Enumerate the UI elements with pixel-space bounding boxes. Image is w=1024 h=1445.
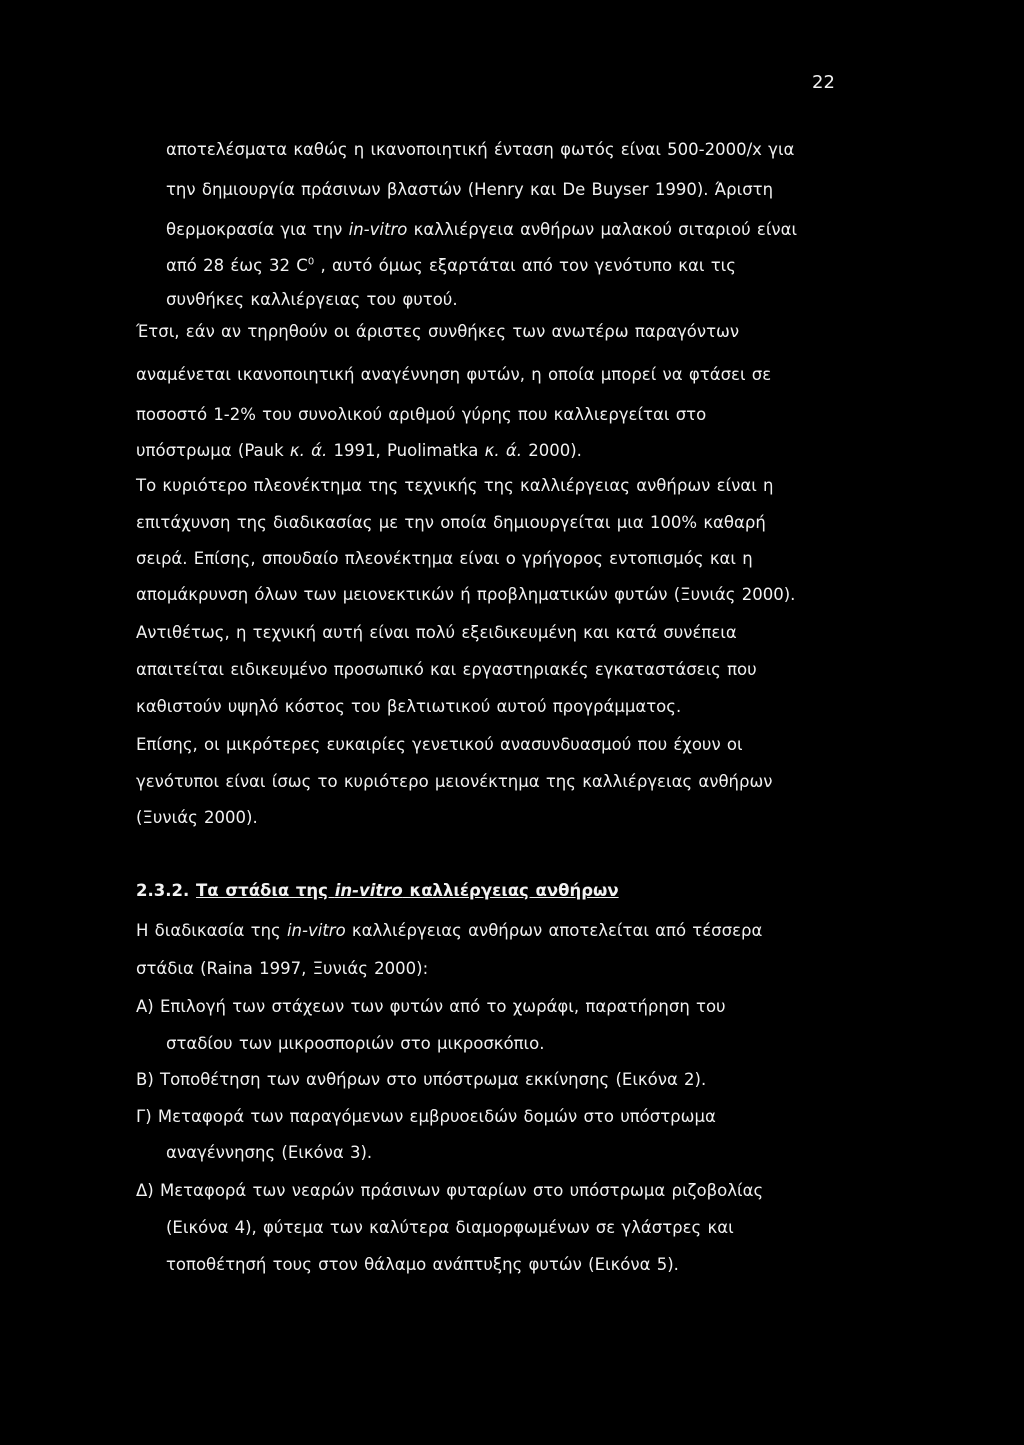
text-line: σειρά. Επίσης, σπουδαίο πλεονέκτημα είναι ο γρήγορος εντοπισμός και η (136, 549, 753, 568)
text-line: απομάκρυνση όλων των μειονεκτικών ή προβληματικών φυτών (Ξυνιάς 2000). (136, 585, 796, 604)
text-line (166, 220, 797, 239)
text-span: Τα στάδια της (196, 881, 335, 900)
text-span: , αυτό όμως εξαρτάται από τον γενότυπο και τις (314, 256, 736, 275)
text-line: Έτσι, εάν αν τηρηθούν οι άριστες συνθήκες των ανωτέρω παραγόντων (136, 322, 740, 341)
italic-term: in-vitro (286, 921, 346, 940)
section-title (196, 881, 619, 900)
text-span: Η διαδικασία της (136, 921, 287, 940)
text-line: επιτάχυνση της διαδικασίας με την οποία δημιουργείται μια 100% καθαρή (136, 513, 766, 532)
text-line: Το κυριότερο πλεονέκτημα της τεχνικής της καλλιέργειας ανθήρων είναι η (136, 476, 774, 495)
list-item: Γ) Μεταφορά των παραγόμενων εμβρυοειδών δομών στο υπόστρωμα (136, 1107, 716, 1126)
list-item: Α) Επιλογή των στάχεων των φυτών από το χωράφι, παρατήρηση του (136, 997, 726, 1016)
text-line (136, 441, 582, 460)
text-span: υπόστρωμα (Pauk (136, 441, 290, 460)
text-line: ποσοστό 1-2% του συνολικού αριθμού γύρης που καλλιεργείται στο (136, 405, 707, 424)
list-item: Β) Τοποθέτηση των ανθήρων στο υπόστρωμα εκκίνησης (Εικόνα 2). (136, 1070, 707, 1089)
text-line: στάδια (Raina 1997, Ξυνιάς 2000): (136, 959, 429, 978)
text-line: Επίσης, οι μικρότερες ευκαιρίες γενετικού ανασυνδυασμού που έχουν οι (136, 735, 743, 754)
text-span: καλλιέργεια ανθήρων μαλακού σιταριού είναι (407, 220, 798, 239)
text-span: καλλιέργειας ανθήρων (402, 881, 619, 900)
list-item-continuation: τοποθέτησή τους στον θάλαμο ανάπτυξης φυτών (Εικόνα 5). (166, 1255, 679, 1274)
italic-term: κ. ά. (289, 441, 328, 460)
text-line: την δημιουργία πράσινων βλαστών (Henry και De Buyser 1990). Άριστη (166, 180, 774, 199)
italic-term: κ. ά. (484, 441, 522, 460)
list-item-continuation: σταδίου των μικροσποριών στο μικροσκόπιο. (166, 1034, 545, 1053)
text-span: καλλιέργειας ανθήρων αποτελείται από τέσσερα (345, 921, 763, 940)
text-line (136, 921, 762, 940)
section-heading (136, 881, 619, 900)
text-span: 2000). (521, 441, 582, 460)
text-line (166, 256, 736, 275)
text-line: γενότυποι είναι ίσως το κυριότερο μειονέκτημα της καλλιέργειας ανθήρων (136, 772, 773, 791)
text-line: αποτελέσματα καθώς η ικανοποιητική ένταση φωτός είναι 500-2000/x για (166, 140, 795, 159)
italic-term: in-vitro (348, 220, 408, 239)
text-line: (Ξυνιάς 2000). (136, 808, 258, 827)
text-line: απαιτείται ειδικευμένο προσωπικό και εργαστηριακές εγκαταστάσεις που (136, 660, 757, 679)
degree-superscript: 0 (307, 256, 315, 268)
section-number: 2.3.2. (136, 881, 190, 900)
list-item-continuation: (Εικόνα 4), φύτεμα των καλύτερα διαμορφωμένων σε γλάστρες και (166, 1218, 734, 1237)
list-item: Δ) Μεταφορά των νεαρών πράσινων φυταρίων στο υπόστρωμα ριζοβολίας (136, 1181, 764, 1200)
text-span: 1991, Puolimatka (327, 441, 485, 460)
list-item-continuation: αναγέννησης (Εικόνα 3). (166, 1143, 373, 1162)
text-line: αναμένεται ικανοποιητική αναγέννηση φυτών, η οποία μπορεί να φτάσει σε (136, 365, 772, 384)
text-line: συνθήκες καλλιέργειας του φυτού. (166, 290, 458, 309)
text-line: Αντιθέτως, η τεχνική αυτή είναι πολύ εξειδικευμένη και κατά συνέπεια (136, 623, 737, 642)
page-number: 22 (812, 72, 835, 93)
text-span: από 28 έως 32 C (166, 256, 308, 275)
italic-term: in-vitro (334, 881, 403, 900)
text-span: θερμοκρασία για την (166, 220, 349, 239)
text-line: καθιστούν υψηλό κόστος του βελτιωτικού αυτού προγράμματος. (136, 697, 682, 716)
